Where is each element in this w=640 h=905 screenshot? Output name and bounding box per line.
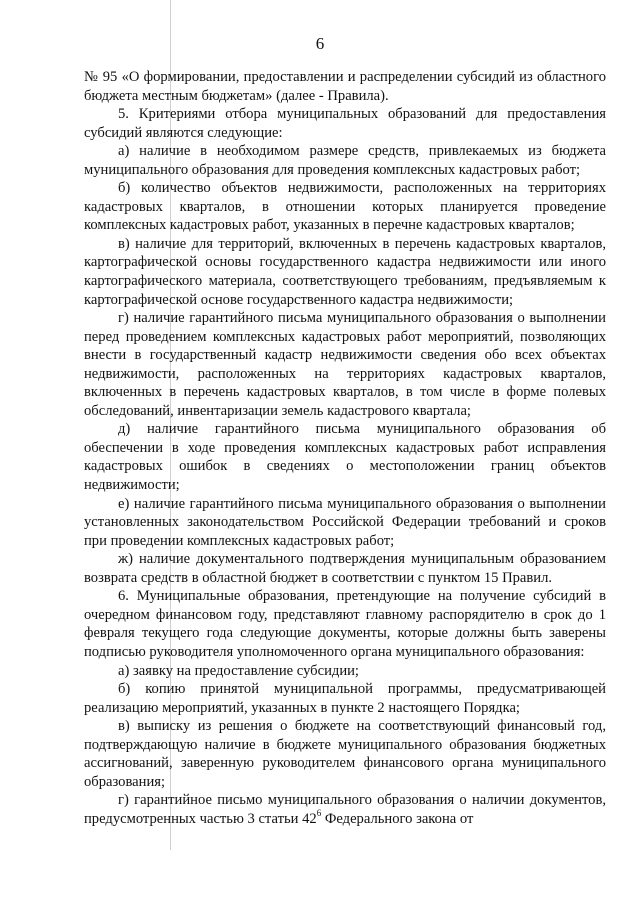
paragraph-6g-text: г) гарантийное письмо муниципального образования о наличии документов, предусмотренных частью 3 статьи 42 xyxy=(84,792,606,827)
article-superscript: 6 xyxy=(316,808,322,819)
document-body xyxy=(84,68,606,828)
paragraph-6g xyxy=(84,791,606,828)
paragraph-5g: г) наличие гарантийного письма муниципального образования о выполнении перед проведением комплексных кадастровых работ мероприятий, позволяющих внести в государственный кадастр недвижимости сведения обо всех объектах недвижимости, расположенных на территориях кадастровых кварталов, включенных в перечень кадастровых кварталов, в том числе в форме полевых обследований, инвентаризации земель кадастрового квартала; xyxy=(84,310,606,419)
paragraph-5v: в) наличие для территорий, включенных в перечень кадастровых кварталов, картографической основы государственного кадастра недвижимости или иного картографического материала, соответствующего требованиям, предъявляемым к картографической основе государственного кадастра недвижимости; xyxy=(84,235,606,308)
paragraph-6a: а) заявку на предоставление субсидии; xyxy=(118,662,359,679)
paragraph-5zh: ж) наличие документального подтверждения муниципальным образованием возврата средств в областной бюджет в соответствии с пунктом 15 Правил. xyxy=(84,551,606,586)
paragraph-6: 6. Муниципальные образования, претендующие на получение субсидий в очередном финансовом году, представляют главному распорядителю в срок до 1 февраля текущего года следующие документы, которые должны быть заверены подписью руководителя уполномоченного органа муниципального образования: xyxy=(84,588,606,660)
paragraph-5: 5. Критериями отбора муниципальных образований для предоставления субсидий являются следующие: xyxy=(84,106,606,141)
paragraph-6b: б) копию принятой муниципальной программы, предусматривающей реализацию мероприятий, указанных в пункте 2 настоящего Порядка; xyxy=(84,681,606,716)
page-number: 6 xyxy=(315,34,325,53)
paragraph-5d: д) наличие гарантийного письма муниципального образования об обеспечении в ходе проведения комплексных кадастровых работ исправления кадастровых ошибок в сведениях о местоположении границ объектов недвижимости; xyxy=(84,421,606,494)
paragraph-6g-tail: Федерального закона от xyxy=(321,810,474,827)
paragraph-5e: е) наличие гарантийного письма муниципального образования о выполнении установленных законодательством Российской Федерации требований и сроков при проведении комплексных кадастровых работ; xyxy=(84,495,606,549)
paragraph-6v: в) выписку из решения о бюджете на соответствующий финансовый год, подтверждающую наличие в бюджете муниципального образования бюджетных ассигнований, заверенную руководителем финансового органа муниципального образования; xyxy=(84,718,606,790)
paragraph-5b: б) количество объектов недвижимости, расположенных на территориях кадастровых кварталов, в отношении которых планируется проведение комплексных кадастровых работ, указанных в перечне кадастровых кварталов; xyxy=(84,180,606,234)
paragraph-5a: а) наличие в необходимом размере средств, привлекаемых из бюджета муниципального образования для проведения комплексных кадастровых работ; xyxy=(84,143,606,178)
paragraph-continuation: № 95 «О формировании, предоставлении и распределении субсидий из областного бюджета местным бюджетам» (далее - Правила). xyxy=(84,69,606,104)
